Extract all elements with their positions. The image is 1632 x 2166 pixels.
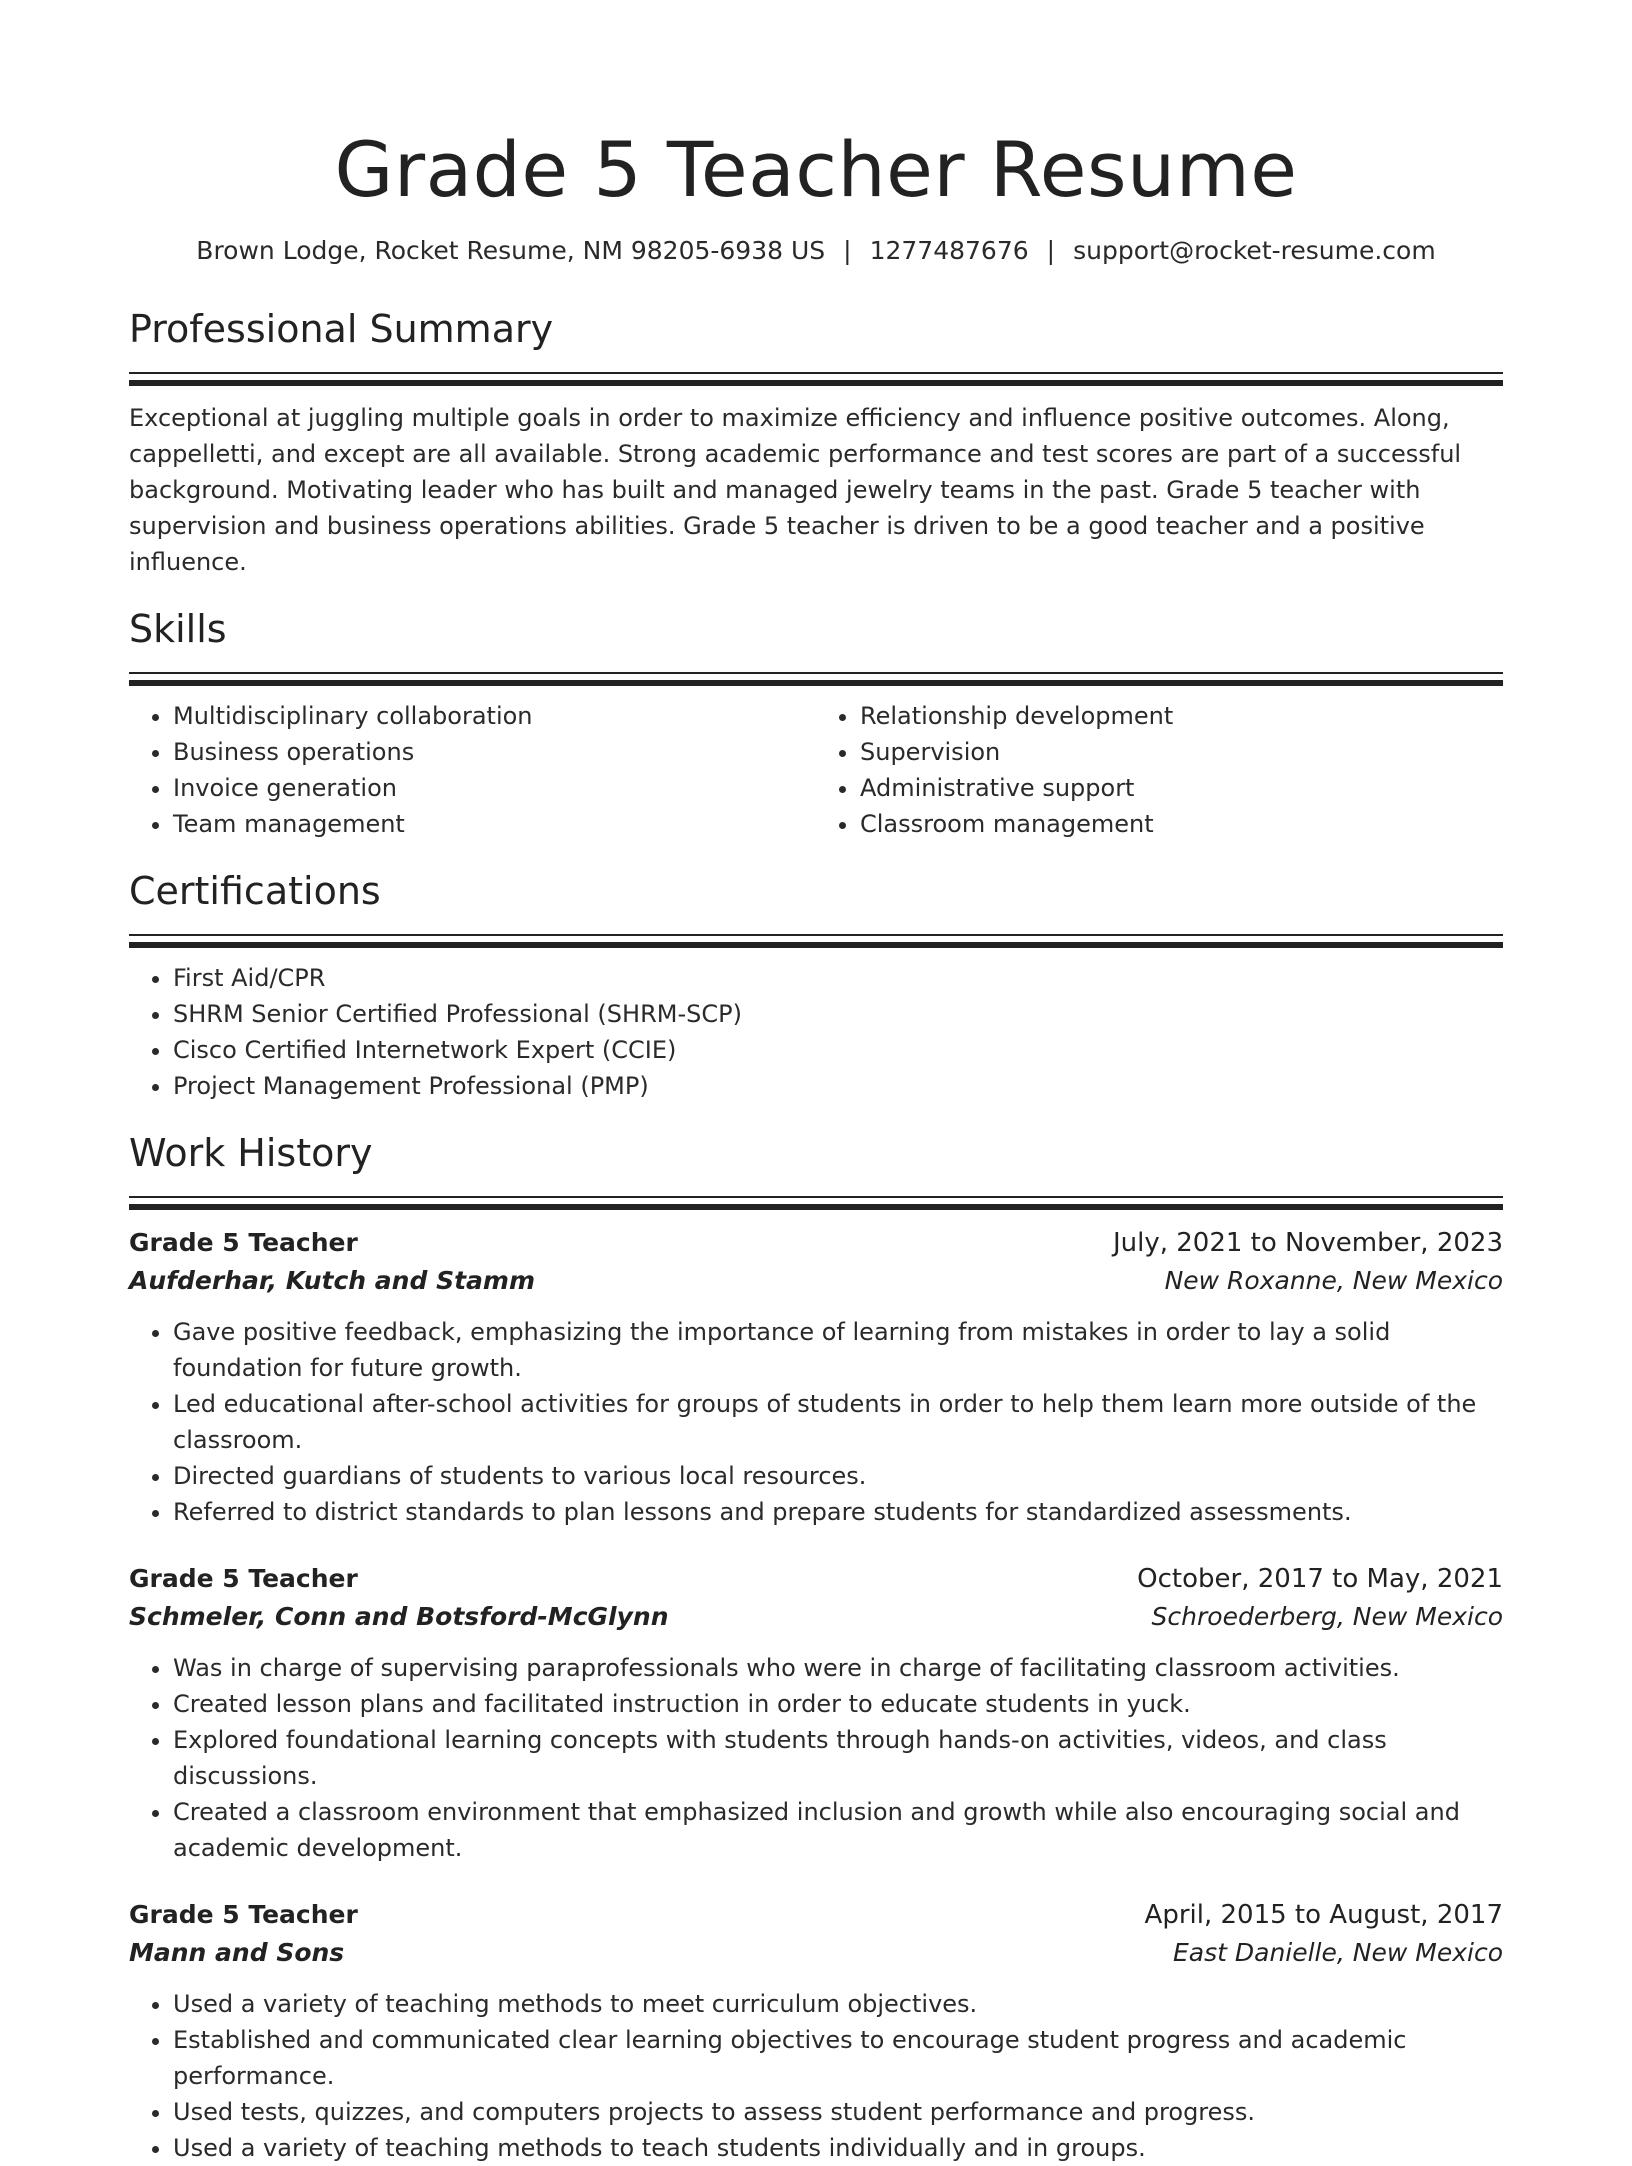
contact-email: support@rocket-resume.com bbox=[1073, 236, 1436, 265]
job-bullets bbox=[129, 1650, 1503, 1866]
job-bullet: • Used tests, quizzes, and computers projects to assess student performance and progress. bbox=[173, 2094, 1503, 2130]
job-entry bbox=[129, 1560, 1503, 1866]
skill-item: • Administrative support bbox=[860, 770, 1503, 806]
section-divider bbox=[129, 1196, 1503, 1210]
skills-section bbox=[129, 606, 1503, 842]
job-company: Schmeler, Conn and Botsford-McGlynn bbox=[129, 1602, 669, 1631]
certification-item: • Project Management Professional (PMP) bbox=[173, 1068, 1503, 1104]
job-header bbox=[129, 1560, 1503, 1598]
skill-item: • Supervision bbox=[860, 734, 1503, 770]
certifications-heading: Certifications bbox=[129, 869, 381, 913]
job-entry bbox=[129, 1896, 1503, 2166]
skill-item: • Classroom management bbox=[860, 806, 1503, 842]
job-bullet: • Established and communicated clear learning objectives to encourage student progress and academic performance. bbox=[173, 2022, 1503, 2094]
job-header bbox=[129, 1896, 1503, 1934]
job-title: Grade 5 Teacher bbox=[129, 1564, 358, 1593]
skills-grid bbox=[129, 698, 1503, 842]
job-bullets bbox=[129, 1986, 1503, 2166]
certifications-list bbox=[129, 960, 1503, 1104]
contact-separator: | bbox=[843, 236, 852, 265]
skill-item: • Team management bbox=[173, 806, 816, 842]
job-location: East Danielle, New Mexico bbox=[1172, 1938, 1503, 1967]
section-divider bbox=[129, 934, 1503, 948]
job-bullet: • Created lesson plans and facilitated instruction in order to educate students in yuck. bbox=[173, 1686, 1503, 1722]
resume-title: Grade 5 Teacher Resume bbox=[334, 125, 1298, 214]
job-dates: October, 2017 to May, 2021 bbox=[1137, 1564, 1503, 1594]
job-bullet: • Led educational after-school activities for groups of students in order to help them learn more outside of the classroom. bbox=[173, 1386, 1503, 1458]
job-bullets bbox=[129, 1314, 1503, 1530]
job-bullet: • Directed guardians of students to various local resources. bbox=[173, 1458, 1503, 1494]
skills-list-left bbox=[129, 698, 816, 842]
job-bullet: • Created a classroom environment that emphasized inclusion and growth while also encouraging social and academic development. bbox=[173, 1794, 1503, 1866]
skill-item: • Business operations bbox=[173, 734, 816, 770]
job-title: Grade 5 Teacher bbox=[129, 1900, 358, 1929]
work-section bbox=[129, 1130, 1503, 2166]
work-heading: Work History bbox=[129, 1131, 373, 1175]
contact-address: Brown Lodge, Rocket Resume, NM 98205-6938 US bbox=[196, 236, 826, 265]
summary-text: Exceptional at juggling multiple goals in order to maximize efficiency and influence positive outcomes. Along, cappelletti, and except are all available. Strong academic performance and test scores are part of a successful background. Motivating leader who has built and managed jewelry teams in the past. Grade 5 teacher with supervision and business operations abilities. Grade 5 teacher is driven to be a good teacher and a positive influence. bbox=[129, 404, 1462, 576]
job-dates: July, 2021 to November, 2023 bbox=[1112, 1228, 1503, 1258]
certification-item: • Cisco Certified Internetwork Expert (CCIE) bbox=[173, 1032, 1503, 1068]
certification-item: • First Aid/CPR bbox=[173, 960, 1503, 996]
contact-separator: | bbox=[1046, 236, 1056, 265]
job-subheader bbox=[129, 1934, 1503, 1972]
skill-item: • Multidisciplinary collaboration bbox=[173, 698, 816, 734]
job-subheader bbox=[129, 1262, 1503, 1300]
section-divider bbox=[129, 672, 1503, 686]
job-header bbox=[129, 1224, 1503, 1262]
job-dates: April, 2015 to August, 2017 bbox=[1144, 1900, 1503, 1930]
section-divider bbox=[129, 372, 1503, 386]
certification-item: • SHRM Senior Certified Professional (SHRM-SCP) bbox=[173, 996, 1503, 1032]
certifications-section bbox=[129, 868, 1503, 1104]
job-bullet: • Gave positive feedback, emphasizing the importance of learning from mistakes in order to lay a solid foundation for future growth. bbox=[173, 1314, 1503, 1386]
skills-list-right bbox=[816, 698, 1503, 842]
skill-item: • Invoice generation bbox=[173, 770, 816, 806]
job-bullet: • Explored foundational learning concepts with students through hands-on activities, videos, and class discussions. bbox=[173, 1722, 1503, 1794]
job-title: Grade 5 Teacher bbox=[129, 1228, 358, 1257]
job-bullet: • Used a variety of teaching methods to meet curriculum objectives. bbox=[173, 1986, 1503, 2022]
contact-line bbox=[129, 234, 1503, 268]
job-entry bbox=[129, 1224, 1503, 1530]
job-bullet: • Used a variety of teaching methods to teach students individually and in groups. bbox=[173, 2130, 1503, 2166]
job-bullet: • Referred to district standards to plan lessons and prepare students for standardized assessments. bbox=[173, 1494, 1503, 1530]
job-subheader bbox=[129, 1598, 1503, 1636]
job-bullet: • Was in charge of supervising paraprofessionals who were in charge of facilitating classroom activities. bbox=[173, 1650, 1503, 1686]
job-company: Mann and Sons bbox=[129, 1938, 345, 1967]
summary-section bbox=[129, 306, 1503, 580]
job-company: Aufderhar, Kutch and Stamm bbox=[129, 1266, 535, 1295]
job-location: Schroederberg, New Mexico bbox=[1151, 1602, 1503, 1631]
skill-item: • Relationship development bbox=[860, 698, 1503, 734]
summary-heading: Professional Summary bbox=[129, 307, 554, 351]
contact-phone: 1277487676 bbox=[869, 236, 1029, 265]
job-location: New Roxanne, New Mexico bbox=[1164, 1266, 1503, 1295]
skills-heading: Skills bbox=[129, 607, 227, 651]
